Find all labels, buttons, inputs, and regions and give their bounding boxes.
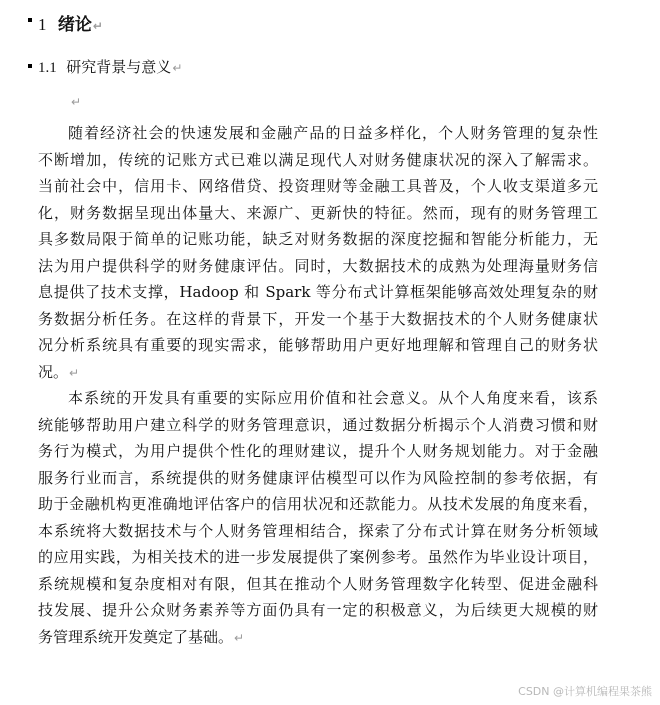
text-line: 况分析系统具有重要的现实需求，能够帮助用户更好地理解和管理自己的财务状 [38, 336, 598, 354]
text-line: 本系统将大数据技术与个人财务管理相结合，探索了分布式计算在财务分析领域 [38, 521, 598, 540]
heading-1 [38, 10, 103, 35]
paragraph-mark-icon: ↵ [69, 365, 80, 380]
text-line-content: 况。 [38, 362, 69, 381]
paragraph-mark-icon: ↵ [71, 95, 82, 109]
text-line [38, 624, 598, 652]
paragraph-research-background [38, 120, 598, 386]
heading1-bullet-marker [28, 18, 32, 22]
csdn-watermark: CSDN @计算机编程果茶熊 [518, 685, 652, 698]
text-line: 本系统的开发具有重要的实际应用价值和社会意义。从个人角度来看，该系 [68, 389, 598, 407]
paragraph-significance [38, 385, 598, 651]
text-line: 系统规模和复杂度相对有限，但其在推动个人财务管理数字化转型、促进金融科 [38, 574, 598, 593]
heading-1-separator [47, 15, 52, 35]
text-line: 统能够帮助用户建立科学的财务管理意识，通过数据分析揭示个人消费习惯和财 [38, 415, 598, 434]
text-line: 当前社会中，信用卡、网络借贷、投资理财等金融工具普及，个人收支渠道多元 [38, 177, 598, 195]
text-line: 随着经济社会的快速发展和金融产品的日益多样化，个人财务管理的复杂性 [68, 124, 598, 142]
text-line: 法为用户提供科学的财务健康评估。同时，大数据技术的成熟为处理海量财务信 [38, 256, 598, 275]
text-line: 息提供了技术支撑，Hadoop 和 Spark 等分布式计算框架能够高效处理复杂的财 [38, 283, 598, 301]
text-line: 具多数局限于简单的记账功能，缺乏对财务数据的深度挖掘和智能分析能力，无 [38, 230, 598, 248]
paragraph-mark-icon: ↵ [172, 61, 183, 75]
text-line: 技发展、提升公众财务素养等方面仍具有一定的积极意义，为后续更大规模的财 [38, 601, 598, 619]
heading-2-number: 1.1 [38, 60, 57, 76]
text-line: 不断增加，传统的记账方式已难以满足现代人对财务健康状况的深入了解需求。 [38, 150, 598, 169]
text-line: 务数据分析任务。在这样的背景下，开发一个基于大数据技术的个人财务健康状 [38, 309, 598, 328]
text-line-content: 务管理系统开发奠定了基础。 [38, 627, 234, 646]
heading-1-title: 绪论 [57, 15, 92, 35]
text-line: 化，财务数据呈现出体量大、来源广、更新快的特征。然而，现有的财务管理工 [38, 203, 598, 222]
text-line: 助于金融机构更准确地评估客户的信用状况和还款能力。从技术发展的角度来看， [38, 495, 598, 513]
text-line: 的应用实践，为相关技术的进一步发展提供了案例参考。虽然作为毕业设计项目， [38, 548, 598, 566]
heading-2-title: 研究背景与意义 [66, 58, 172, 76]
heading2-bullet-marker [28, 64, 32, 68]
paragraph-mark-icon: ↵ [234, 630, 245, 645]
paragraph-mark-icon: ↵ [92, 19, 103, 33]
heading-2 [38, 56, 182, 77]
text-line: 务行为模式，为用户提供个性化的理财建议，提升个人财务规划能力。对于金融 [38, 442, 598, 460]
heading-1-number: 1 [38, 15, 47, 34]
text-line [38, 359, 598, 387]
text-line: 服务行业而言，系统提供的财务健康评估模型可以作为风险控制的参考依据，有 [38, 468, 598, 487]
